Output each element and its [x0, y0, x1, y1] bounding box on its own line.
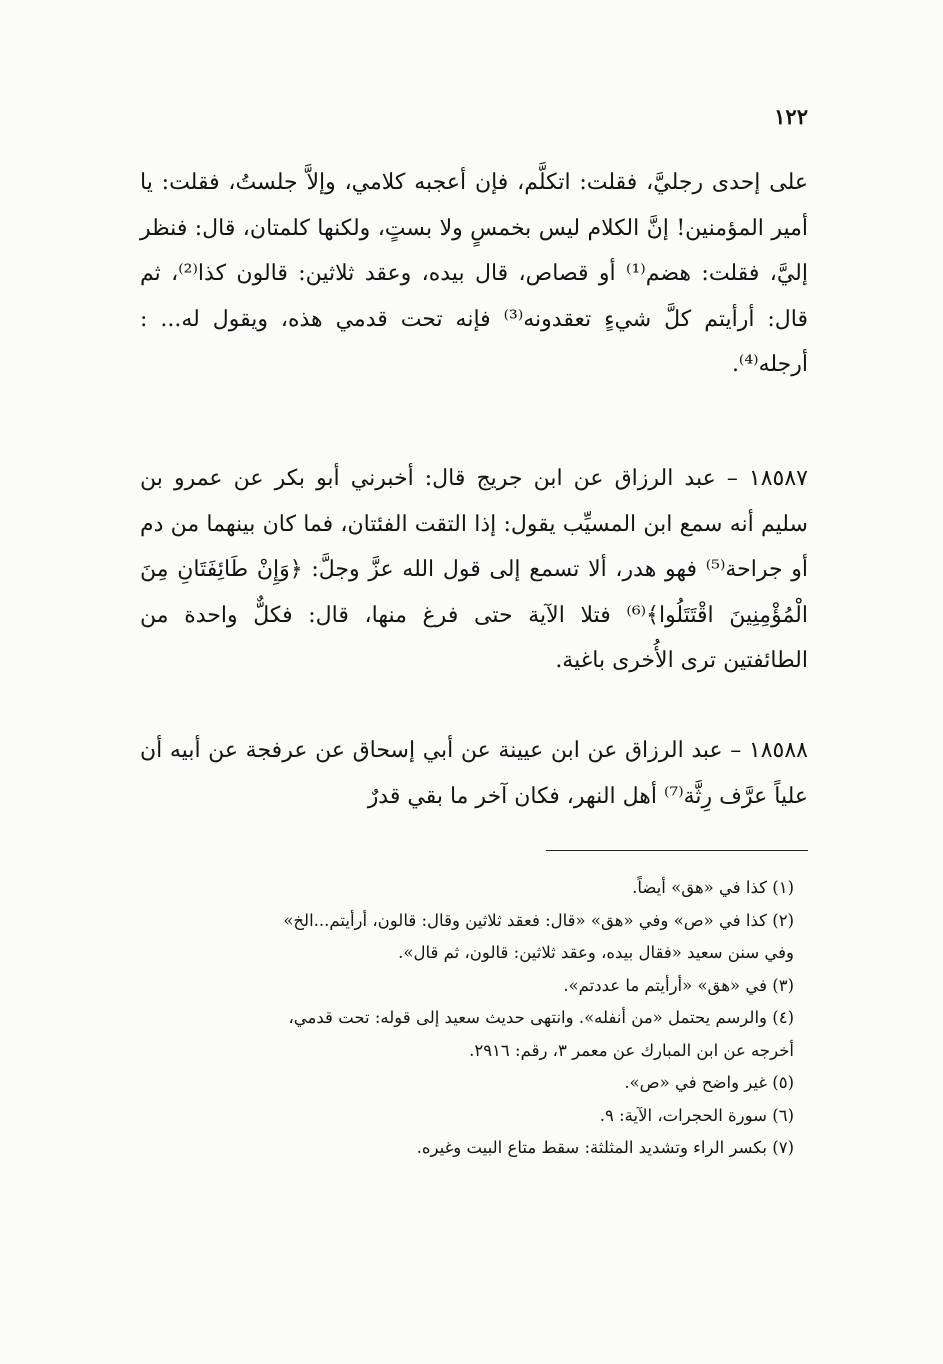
footnote-continuation: وفي سنن سعيد «فقال بيده، وعقد ثلاثين: قالون، ثم قال». [398, 943, 794, 962]
quran-verse: ﴿وَإِنْ طَائِفَتَانِ مِنَ الْمُؤْمِنِينَ اقْتَتَلُوا﴾⁽⁶⁾ [140, 557, 808, 628]
paragraph-text: فتلا الآية حتى فرغ منها، قال: فكلٌّ واحدة من الطائفتين ترى الأُخرى باغية. [140, 602, 808, 673]
footnote-text: (١) كذا في «هق» أيضاً. [632, 878, 794, 897]
paragraph-text: ١٨٥٨٧ – عبد الرزاق عن ابن جريج قال: أخبرني أبو بكر عن عمرو بن سليم أنه سمع ابن المسيِّب يقول: إذا التقت الفئتان، فما كان بينهما من دم أو جراحة⁽⁵⁾ فهو هدر، ألا تسمع إلى قول الله عزَّ وجلَّ: [140, 466, 809, 582]
footnote-text: (٣) في «هق» «أرأيتم ما عددتم». [563, 975, 794, 995]
paragraph-text: ١٨٥٨٨ – عبد الرزاق عن ابن عيينة عن أبي إسحاق عن عرفجة عن أبيه أن علياً عرَّف رِثَّة⁽⁷⁾ أهل النهر، فكان آخر ما بقي قدرٌ [140, 738, 808, 809]
footnote-continuation: أخرجه عن ابن المبارك عن معمر ٣، رقم: ٢٩١٦. [469, 1040, 794, 1060]
footnote-4 [136, 1002, 806, 1067]
paragraph-text: على إحدى رجليَّ، فقلت: اتكلَّم، فإن أعجبه كلامي، وإلاَّ جلستُ، فقلت: يا أمير المؤمنين! إنَّ الكلام ليس بخمسٍ ولا بستٍ، ولكنها كلمتان، قال: فنظر إليَّ، فقلت: هضم⁽¹⁾ أو قصاص، قال بيده، وعقد ثلاثين: قالون كذا⁽²⁾، ثم قال: أرأيتم كلَّ شيءٍ تعقدونه⁽³⁾ فإنه تحت قدمي هذه، ويقول له... : أرجله⁽⁴⁾. [140, 170, 808, 377]
footnote-5 [136, 1067, 806, 1100]
footnotes [136, 872, 806, 1165]
footnote-1 [136, 872, 806, 905]
hadith-18587 [140, 456, 808, 684]
footnote-7 [136, 1132, 806, 1165]
hadith-18588 [140, 728, 808, 819]
footnote-2 [136, 905, 806, 970]
footnote-text: (٢) كذا في «ص» وفي «هق» «قال: فعقد ثلاثين وقال: قالون، أرأيتم...الخ» [283, 910, 794, 930]
footnote-text: (٤) والرسم يحتمل «من أنفله». وانتهى حديث سعيد إلى قوله: تحت قدمي، [288, 1008, 794, 1027]
paragraph-continuation [140, 160, 808, 388]
page-number: ١٢٢ [774, 104, 808, 129]
footnote-3 [136, 970, 806, 1003]
footnote-divider [546, 850, 808, 851]
footnote-text: (٥) غير واضح في «ص». [624, 1073, 794, 1092]
footnote-text: (٦) سورة الحجرات، الآية: ٩. [599, 1105, 794, 1125]
footnote-text: (٧) بكسر الراء وتشديد المثلثة: سقط متاع البيت وغيره. [416, 1138, 794, 1157]
footnote-6 [136, 1100, 806, 1133]
